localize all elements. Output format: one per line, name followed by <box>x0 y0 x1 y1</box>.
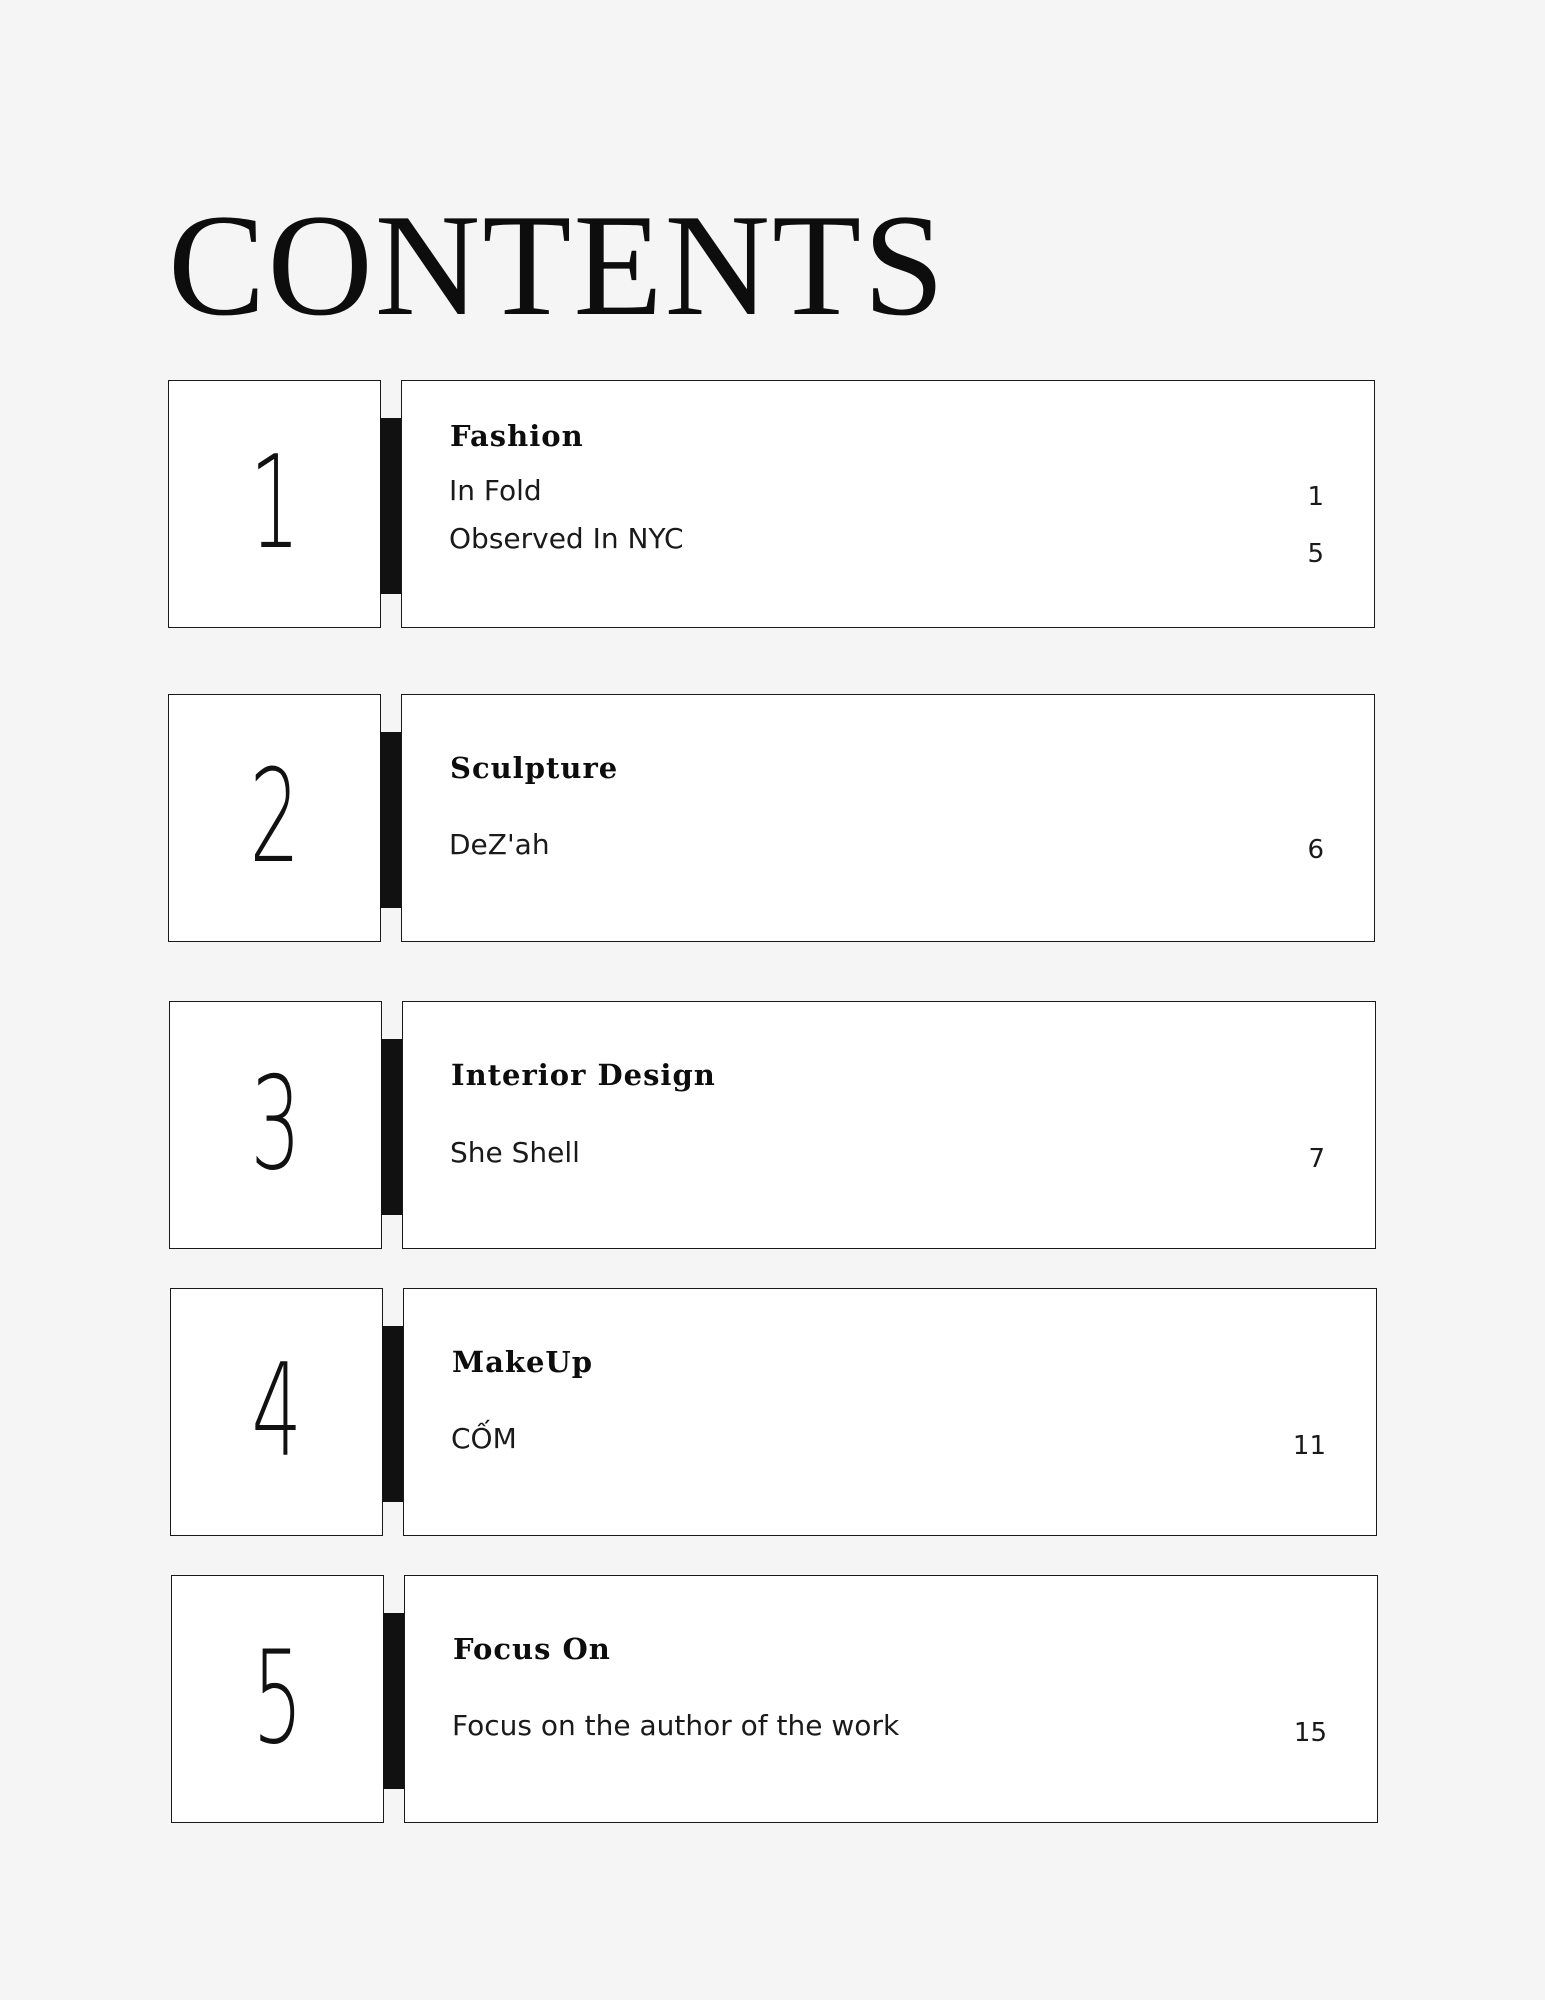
toc-item-label[interactable]: DeZ'ah <box>449 828 550 861</box>
section-number-box <box>168 380 381 628</box>
toc-item-page: 15 <box>1293 1718 1327 1748</box>
toc-item-label[interactable]: In Fold <box>449 474 542 507</box>
section-content-box <box>403 1288 1377 1536</box>
section-heading: Interior Design <box>451 1058 716 1092</box>
section-number: 4 <box>251 1337 302 1486</box>
section-number: 1 <box>249 429 300 578</box>
section-heading: Fashion <box>450 419 584 453</box>
section-content-box <box>402 1001 1376 1249</box>
section-content-box <box>404 1575 1378 1823</box>
connector-bar <box>380 418 402 594</box>
toc-item-page: 5 <box>1307 539 1324 569</box>
connector-bar <box>381 1039 403 1215</box>
section-number-box <box>170 1288 383 1536</box>
toc-item-label[interactable]: She Shell <box>450 1136 580 1169</box>
connector-bar <box>380 732 402 908</box>
section-number-box <box>168 694 381 942</box>
page-title: CONTENTS <box>168 184 947 346</box>
toc-item-page: 1 <box>1307 482 1324 512</box>
section-number: 2 <box>249 743 300 892</box>
connector-bar <box>382 1326 404 1502</box>
toc-item-label[interactable]: Observed In NYC <box>449 522 684 555</box>
section-number-box <box>169 1001 382 1249</box>
section-heading: Sculpture <box>450 751 619 785</box>
toc-item-page: 6 <box>1307 835 1324 865</box>
section-content-box <box>401 694 1375 942</box>
section-number: 3 <box>250 1050 301 1199</box>
section-heading: Focus On <box>453 1632 611 1666</box>
section-number: 5 <box>252 1624 303 1773</box>
toc-item-page: 7 <box>1308 1144 1325 1174</box>
toc-item-page: 11 <box>1292 1431 1326 1461</box>
section-heading: MakeUp <box>452 1345 594 1379</box>
toc-item-label[interactable]: Focus on the author of the work <box>452 1709 900 1742</box>
toc-item-label[interactable]: CỐM <box>451 1422 517 1455</box>
section-number-box <box>171 1575 384 1823</box>
connector-bar <box>383 1613 405 1789</box>
section-content-box <box>401 380 1375 628</box>
